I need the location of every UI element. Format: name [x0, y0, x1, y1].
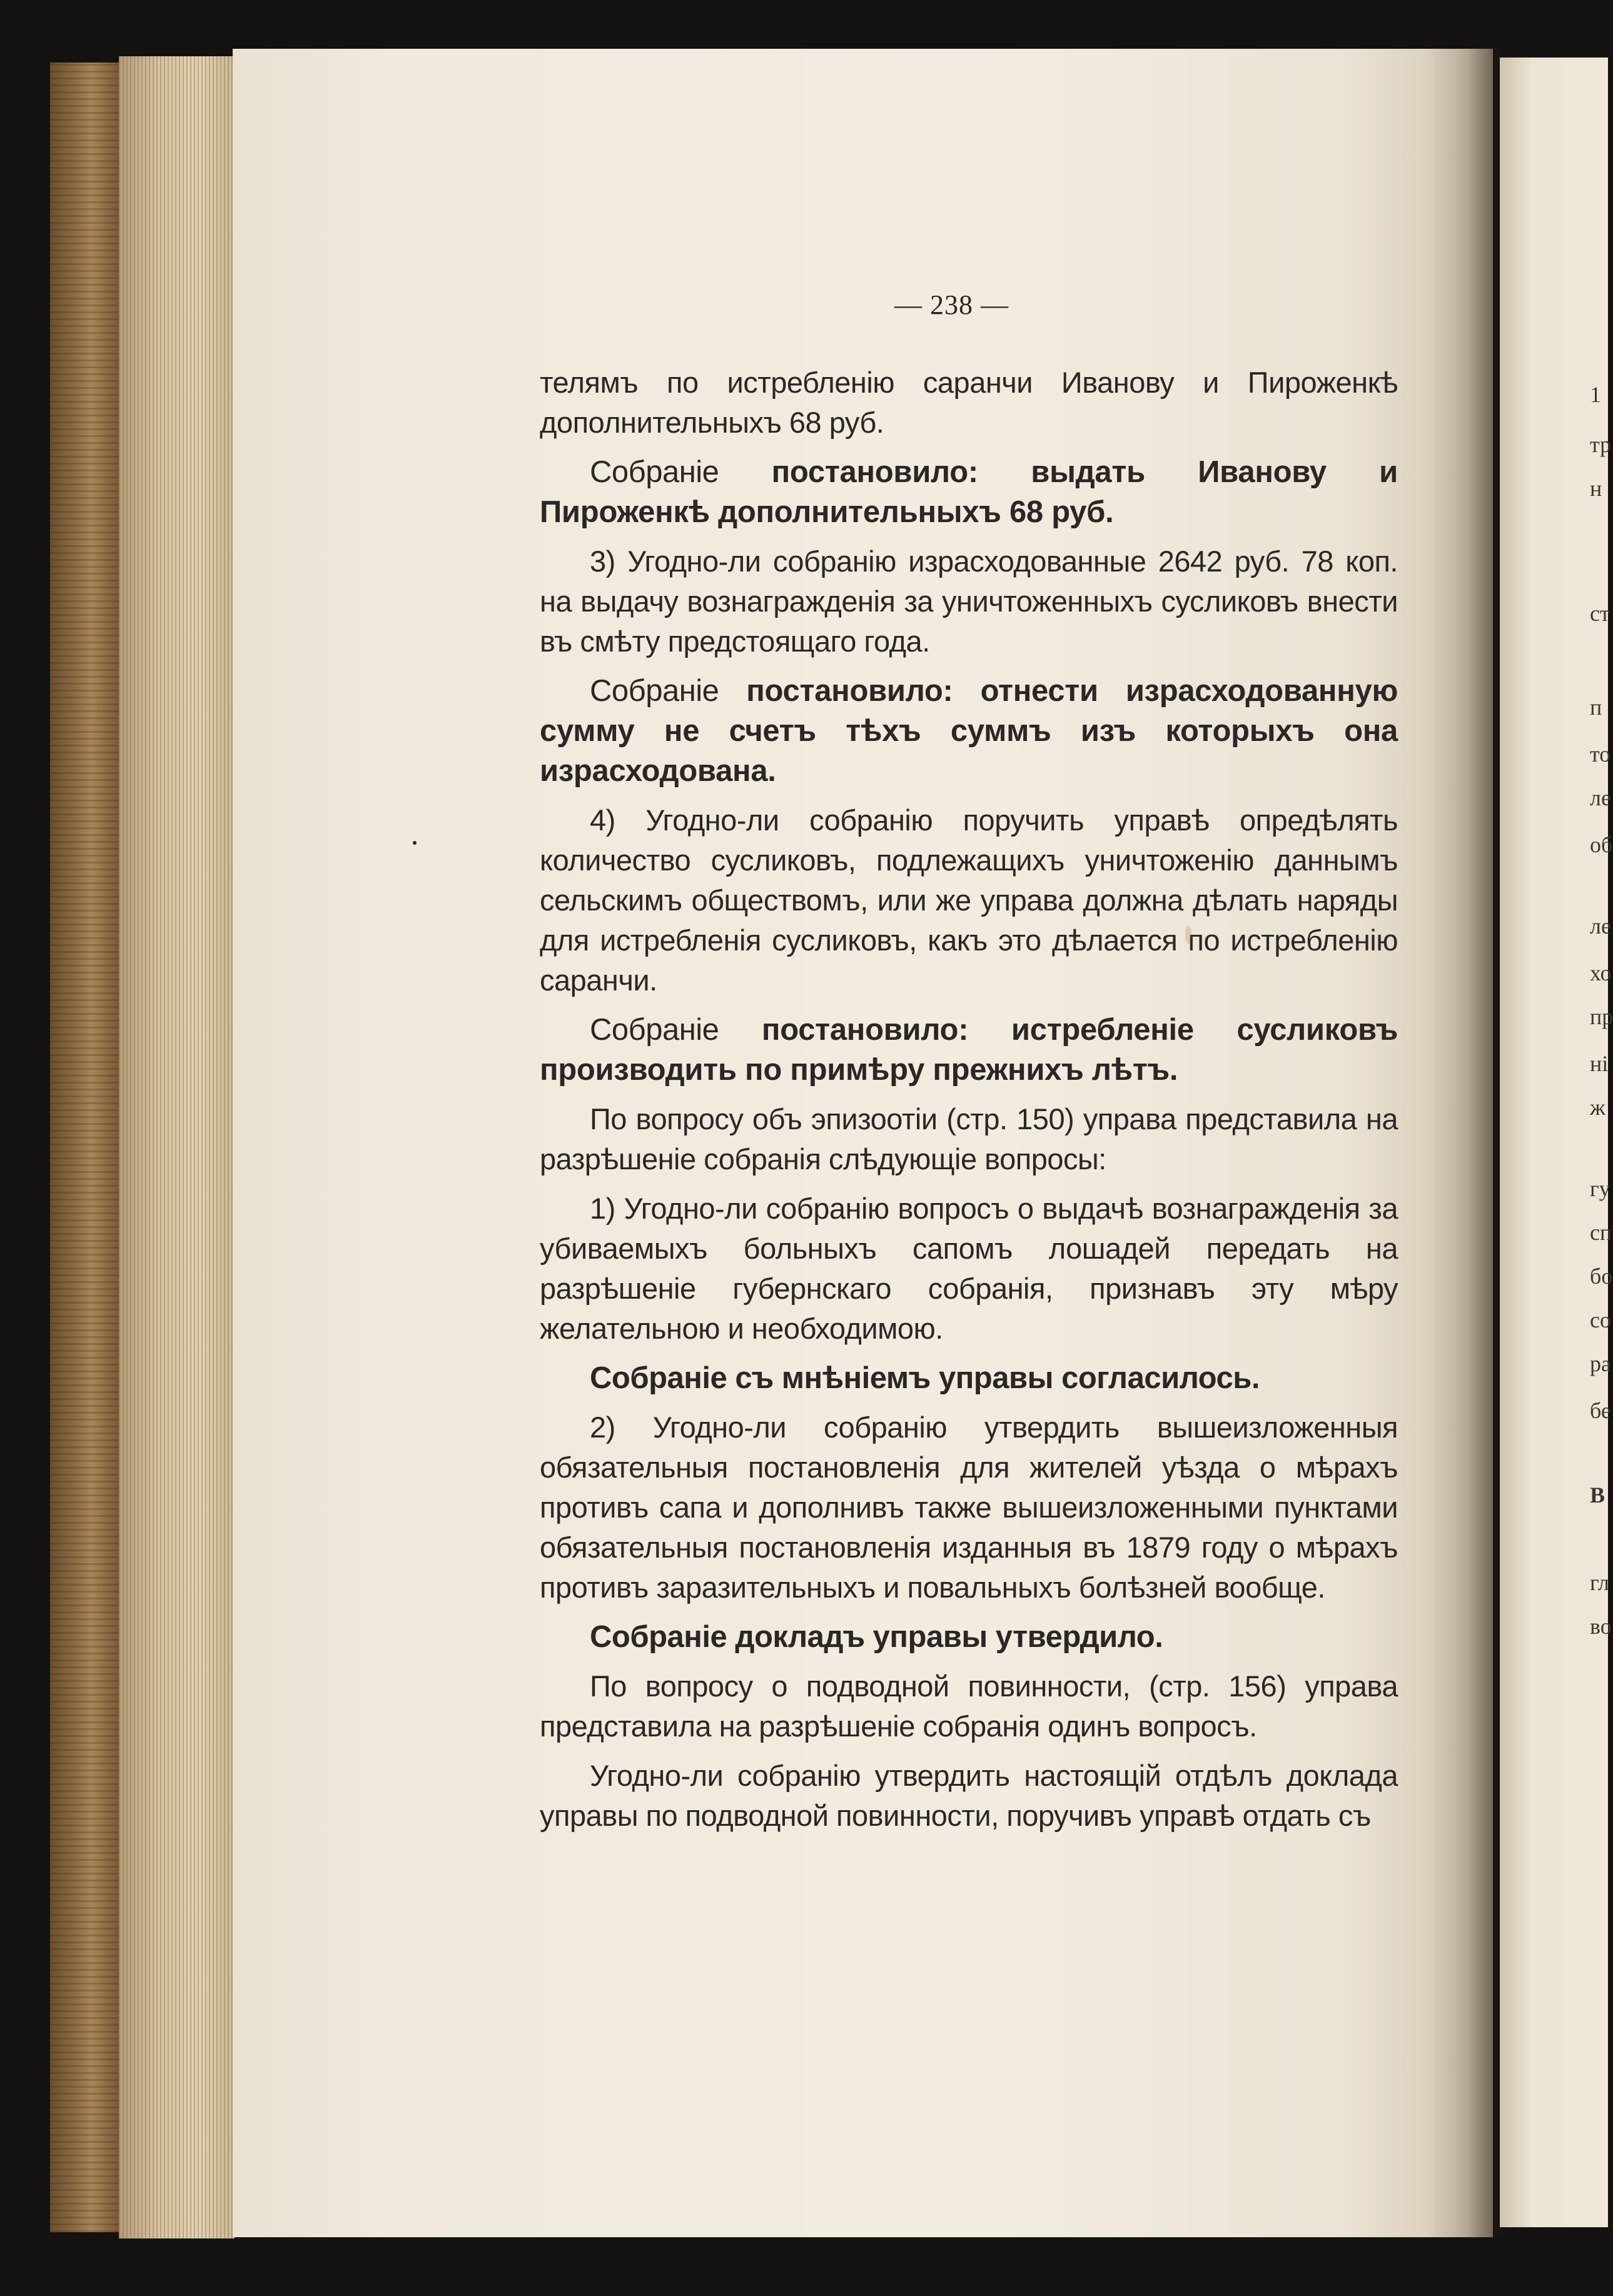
resolution-lead: Собраніе	[590, 1013, 719, 1047]
facing-fragment: ст	[1590, 601, 1610, 626]
stray-ink-mark	[413, 841, 417, 845]
facing-fragment: пр	[1590, 1004, 1613, 1029]
facing-fragment: 1	[1590, 382, 1601, 407]
facing-fragment: тр	[1590, 432, 1612, 457]
facing-fragment: ле	[1590, 785, 1611, 810]
paragraph-p3: 3) Угодно-ли собранію израсходованные 2642 руб. 78 коп. на выдачу вознагражденія за уничтоженныхъ сусликовъ внести въ смѣту предстоящаго года.	[540, 545, 1398, 658]
facing-fragment: во	[1590, 1614, 1612, 1639]
resolution-text: постановило: отнести израсходованную сумму не счетъ тѣхъ суммъ изъ которыхъ она израсходована.	[540, 674, 1398, 788]
facing-fragment: ле	[1590, 914, 1611, 939]
paragraph-p1: телямъ по истребленію саранчи Иванову и Пироженкѣ дополнительныхъ 68 руб.	[540, 366, 1398, 439]
gutter-shadow	[1426, 49, 1501, 2237]
book-spine	[50, 63, 119, 2232]
paragraph-p7: По вопросу объ эпизоотіи (стр. 150) управа представила на разрѣшеніе собранія слѣдующіе вопросы:	[540, 1102, 1398, 1176]
paragraph-p5: 4) Угодно-ли собранію поручить управѣ опредѣлять количество сусликовъ, подлежащихъ уничтоженію даннымъ сельскимъ обществомъ, или же управа должна дѣлать наряды для истребленія сусликовъ, какъ это дѣлается по истребленію саранчи.	[540, 803, 1398, 997]
paper-stain	[1185, 925, 1191, 944]
paragraph-p8: 1) Угодно-ли собранію вопросъ о выдачѣ вознагражденія за убиваемыхъ больныхъ сапомъ лошадей передать на разрѣшеніе губернскаго собранія, признавъ эту мѣру желательною и необходимою.	[540, 1192, 1398, 1345]
paragraph-p11: Собраніе докладъ управы утвердило.	[590, 1620, 1163, 1654]
paragraph-p12: По вопросу о подводной повинности, (стр. 156) управа представила на разрѣшеніе собранія одинъ вопросъ.	[540, 1669, 1398, 1743]
paragraph-p13: Угодно-ли собранію утвердить настоящій отдѣлъ доклада управы по подводной повинности, поручивъ управѣ отдать съ	[540, 1759, 1398, 1832]
paragraph-p2	[540, 452, 1398, 532]
facing-fragment: со	[1590, 1307, 1611, 1332]
resolution-text: постановило: выдать Иванову и Пироженкѣ дополнительныхъ 68 руб.	[540, 455, 1398, 529]
page-stack-edge	[119, 56, 235, 2238]
resolution-text: постановило: истребленіе сусликовъ производить по примѣру прежнихъ лѣтъ.	[540, 1013, 1398, 1087]
facing-fragment: сп	[1590, 1220, 1612, 1245]
facing-fragment: гу	[1590, 1176, 1610, 1201]
facing-fragment: н	[1590, 476, 1602, 501]
facing-fragment: В	[1590, 1483, 1605, 1508]
paragraph-p10: 2) Угодно-ли собранію утвердить вышеизложенныя обязательныя постановленія для жителей уѣзда о мѣрахъ противъ сапа и дополнивъ также вышеизложенными пунктами обязательныя постановленія изданныя въ 1879 году о мѣрахъ противъ заразительныхъ и повальныхъ болѣзней вообще.	[540, 1411, 1398, 1604]
facing-fragment: хо	[1590, 960, 1612, 985]
facing-fragment: ні	[1590, 1051, 1609, 1076]
resolution-lead: Собраніе	[590, 674, 719, 708]
facing-fragment: ж	[1590, 1095, 1605, 1120]
facing-fragment: об	[1590, 832, 1613, 857]
facing-fragment: ра	[1590, 1351, 1611, 1376]
facing-fragment: бо	[1590, 1264, 1613, 1289]
text-column	[540, 363, 1398, 1845]
paragraph-p6	[540, 1010, 1398, 1090]
page-number: — 238 —	[894, 290, 1009, 320]
resolution-lead: Собраніе	[590, 455, 719, 489]
paragraph-p4	[540, 671, 1398, 791]
paragraph-p9: Собраніе съ мнѣніемъ управы согласилось.	[590, 1361, 1260, 1395]
facing-fragment: гл	[1590, 1570, 1609, 1595]
facing-fragment: то	[1590, 742, 1611, 767]
facing-fragment: бе	[1590, 1398, 1611, 1423]
facing-fragment: п	[1590, 695, 1602, 720]
